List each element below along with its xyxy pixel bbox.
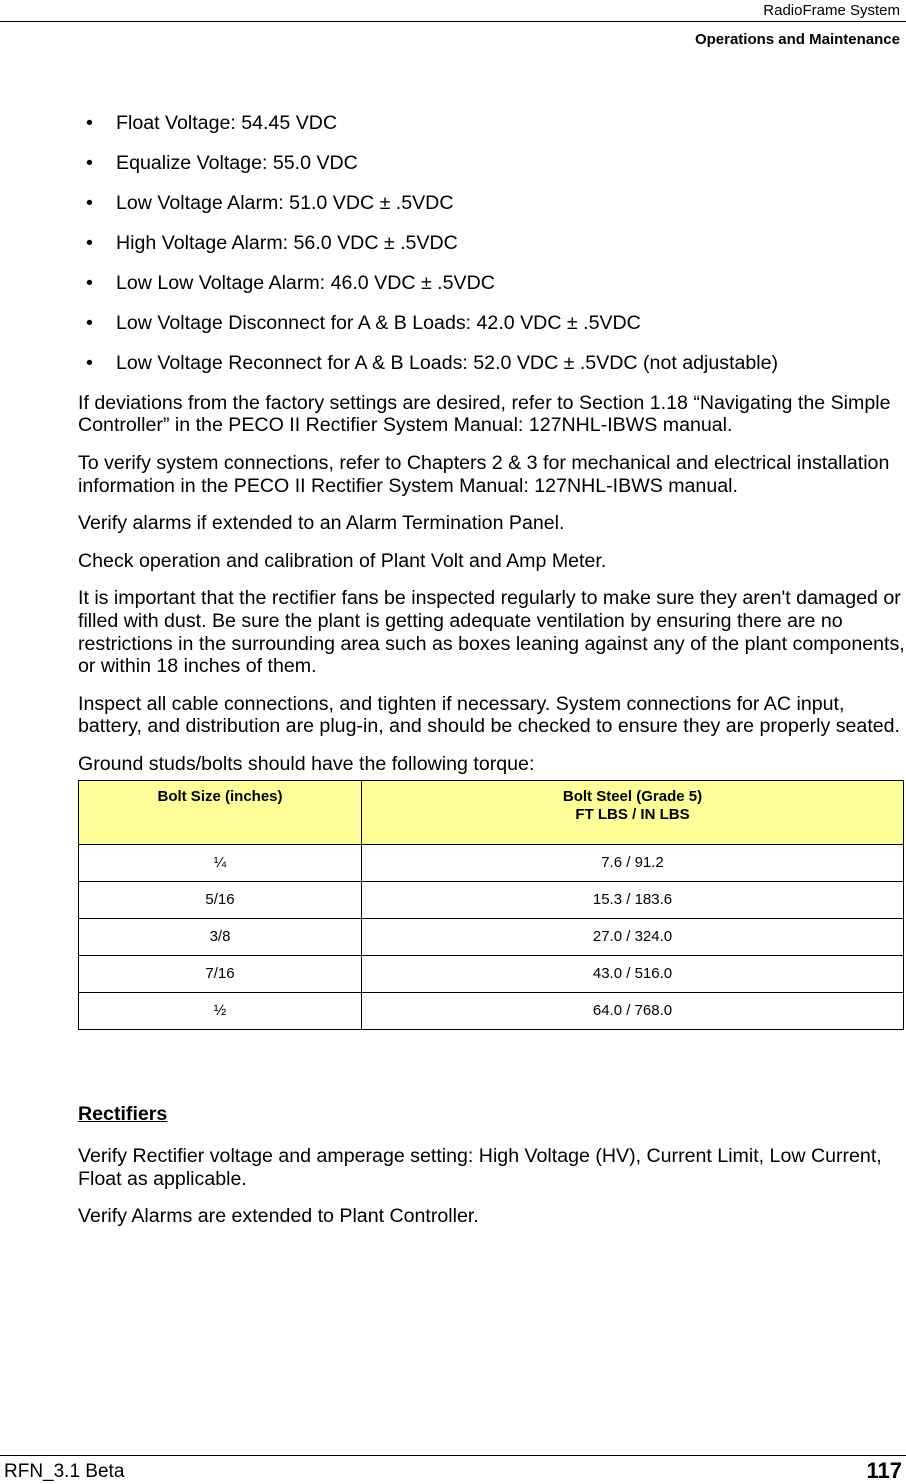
bullet-icon: • [86, 311, 93, 334]
paragraph-cables: Inspect all cable connections, and tighten if necessary. System connections for AC input, battery, and distribution are plug-in, and should be checked to ensure they are properly seated. [78, 692, 900, 738]
list-item: • Low Voltage Alarm: 51.0 VDC ± .5VDC [86, 191, 454, 214]
bolt-size-cell: 5/16 [79, 881, 362, 918]
paragraph-connections: To verify system connections, refer to Chapters 2 & 3 for mechanical and electrical installation information in the PECO II Rectifier System Manual: 127NHL-IBWS manual. [78, 452, 890, 497]
list-item: • Low Voltage Reconnect for A & B Loads: 52.0 VDC ± .5VDC (not adjustable) [86, 351, 779, 374]
table-row [79, 992, 904, 1029]
bullet-icon: • [86, 271, 93, 294]
footer-rule [0, 1455, 906, 1456]
torque-cell: 64.0 / 768.0 [362, 992, 904, 1029]
footer-doc-id: RFN_3.1 Beta [4, 1461, 125, 1482]
table-row [79, 955, 904, 992]
bullet-icon: • [86, 112, 93, 134]
torque-table [78, 780, 904, 1030]
settings-list [78, 112, 906, 375]
table-header-row [79, 780, 904, 844]
page-body [78, 112, 906, 1243]
table-row [79, 844, 904, 881]
list-item: • Low Voltage Disconnect for A & B Loads: 42.0 VDC ± .5VDC [86, 311, 641, 334]
paragraph-deviations: If deviations from the factory settings are desired, refer to Section 1.18 “Navigating the Simple Controller” in the PECO II Rectifier System Manual: 127NHL-IBWS manual. [78, 391, 891, 437]
paragraph-meter: Check operation and calibration of Plant Volt and Amp Meter. [78, 549, 607, 572]
bolt-size-cell: 3/8 [79, 918, 362, 955]
list-item: • Float Voltage: 54.45 VDC [86, 112, 338, 134]
list-item: • Equalize Voltage: 55.0 VDC [86, 151, 358, 174]
bullet-icon: • [86, 191, 93, 214]
table-row [79, 918, 904, 955]
list-item: • High Voltage Alarm: 56.0 VDC ± .5VDC [86, 231, 458, 254]
header-title: RadioFrame System [763, 2, 900, 19]
table-row [79, 881, 904, 918]
bolt-size-cell: ¼ [79, 844, 362, 881]
bullet-icon: • [86, 231, 93, 254]
bullet-icon: • [86, 351, 93, 374]
header-subtitle: Operations and Maintenance [694, 31, 900, 48]
torque-cell: 27.0 / 324.0 [362, 918, 904, 955]
bolt-size-cell: ½ [79, 992, 362, 1029]
paragraph-alarms: Verify alarms if extended to an Alarm Termination Panel. [78, 512, 565, 535]
bullet-icon: • [86, 151, 93, 174]
column-header-bolt-size: Bolt Size (inches) [79, 780, 362, 844]
torque-cell: 7.6 / 91.2 [362, 844, 904, 881]
section-title-rectifiers: Rectifiers [78, 1102, 168, 1125]
paragraph-torque-intro: Ground studs/bolts should have the following torque: [78, 753, 535, 776]
torque-cell: 15.3 / 183.6 [362, 881, 904, 918]
list-item: • Low Low Voltage Alarm: 46.0 VDC ± .5VDC [86, 271, 495, 294]
paragraph-rectifier-settings: Verify Rectifier voltage and amperage setting: High Voltage (HV), Current Limit, Low Current, Float as applicable. [78, 1145, 882, 1190]
page-number: 117 [866, 1458, 902, 1483]
paragraph-rectifier-alarms: Verify Alarms are extended to Plant Controller. [78, 1205, 479, 1228]
header-rule [0, 21, 906, 22]
column-header-bolt-steel: Bolt Steel (Grade 5) FT LBS / IN LBS [362, 780, 904, 844]
torque-cell: 43.0 / 516.0 [362, 955, 904, 992]
paragraph-fans: It is important that the rectifier fans be inspected regularly to make sure they aren't damaged or filled with dust. Be sure the plant is getting adequate ventilation by ensuring there are no restrictions in the surrounding area such as boxes leaning against any of the plant components, or within 18 inches of them. [78, 587, 905, 678]
bolt-size-cell: 7/16 [79, 955, 362, 992]
